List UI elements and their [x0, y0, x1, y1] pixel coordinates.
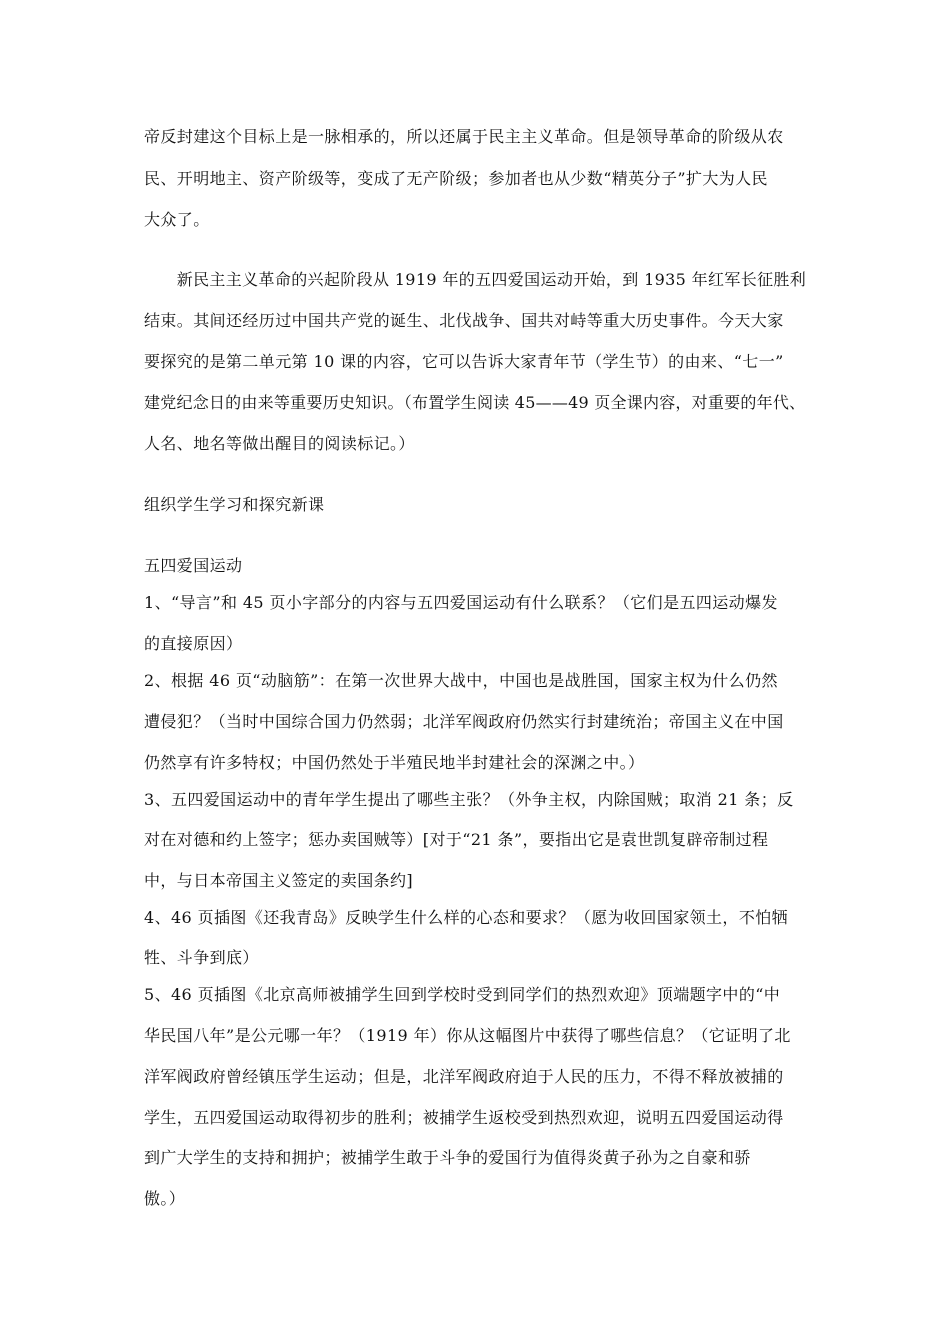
- subsection-heading: 五四爱国运动: [144, 556, 243, 575]
- text-line: 民、开明地主、资产阶级等，变成了无产阶级；参加者也从少数“精英分子”扩大为人民: [144, 169, 768, 188]
- text-line: 1、“导言”和 45 页小字部分的内容与五四爱国运动有什么联系？（它们是五四运动爆发: [144, 593, 778, 612]
- text-line: 人名、地名等做出醒目的阅读标记。）: [144, 434, 415, 453]
- text-line: 新民主主义革命的兴起阶段从 1919 年的五四爱国运动开始，到 1935 年红军长征胜利: [144, 270, 807, 289]
- text-line: 牲、斗争到底）: [144, 948, 259, 967]
- text-line: 华民国八年”是公元哪一年？（1919 年）你从这幅图片中获得了哪些信息？（它证明了北: [144, 1026, 791, 1045]
- text-line: 傲。）: [144, 1189, 186, 1208]
- text-line: 要探究的是第二单元第 10 课的内容，它可以告诉大家青年节（学生节）的由来、“七一”: [144, 352, 784, 371]
- text-line: 5、46 页插图《北京高师被捕学生回到学校时受到同学们的热烈欢迎》顶端题字中的“中: [144, 985, 781, 1004]
- text-line: 学生，五四爱国运动取得初步的胜利；被捕学生返校受到热烈欢迎，说明五四爱国运动得: [144, 1108, 784, 1127]
- text-line: 结束。其间还经历过中国共产党的诞生、北伐战争、国共对峙等重大历史事件。今天大家: [144, 311, 784, 330]
- text-line: 的直接原因）: [144, 634, 243, 653]
- text-line: 中，与日本帝国主义签定的卖国条约]: [144, 871, 414, 890]
- text-line: 仍然享有许多特权；中国仍然处于半殖民地半封建社会的深渊之中。）: [144, 753, 645, 772]
- text-line: 建党纪念日的由来等重要历史知识。（布置学生阅读 45——49 页全课内容，对重要的年代、: [144, 393, 806, 412]
- section-heading: 组织学生学习和探究新课: [144, 495, 325, 514]
- text-line: 对在对德和约上签字；惩办卖国贼等）[对于“21 条”，要指出它是袁世凯复辟帝制过程: [144, 830, 769, 849]
- text-line: 3、五四爱国运动中的青年学生提出了哪些主张？（外争主权，内除国贼；取消 21 条；反: [144, 790, 794, 809]
- text-line: 大众了。: [144, 210, 210, 229]
- text-line: 洋军阀政府曾经镇压学生运动；但是，北洋军阀政府迫于人民的压力，不得不释放被捕的: [144, 1067, 784, 1086]
- text-line: 到广大学生的支持和拥护；被捕学生敢于斗争的爱国行为值得炎黄子孙为之自豪和骄: [144, 1148, 751, 1167]
- text-line: 4、46 页插图《还我青岛》反映学生什么样的心态和要求？（愿为收回国家领土，不怕牺: [144, 908, 789, 927]
- text-line: 帝反封建这个目标上是一脉相承的，所以还属于民主主义革命。但是领导革命的阶级从农: [144, 127, 784, 146]
- text-line: 2、根据 46 页“动脑筋”：在第一次世界大战中，中国也是战胜国，国家主权为什么仍然: [144, 671, 778, 690]
- text-line: 遭侵犯？（当时中国综合国力仍然弱；北洋军阀政府仍然实行封建统治；帝国主义在中国: [144, 712, 784, 731]
